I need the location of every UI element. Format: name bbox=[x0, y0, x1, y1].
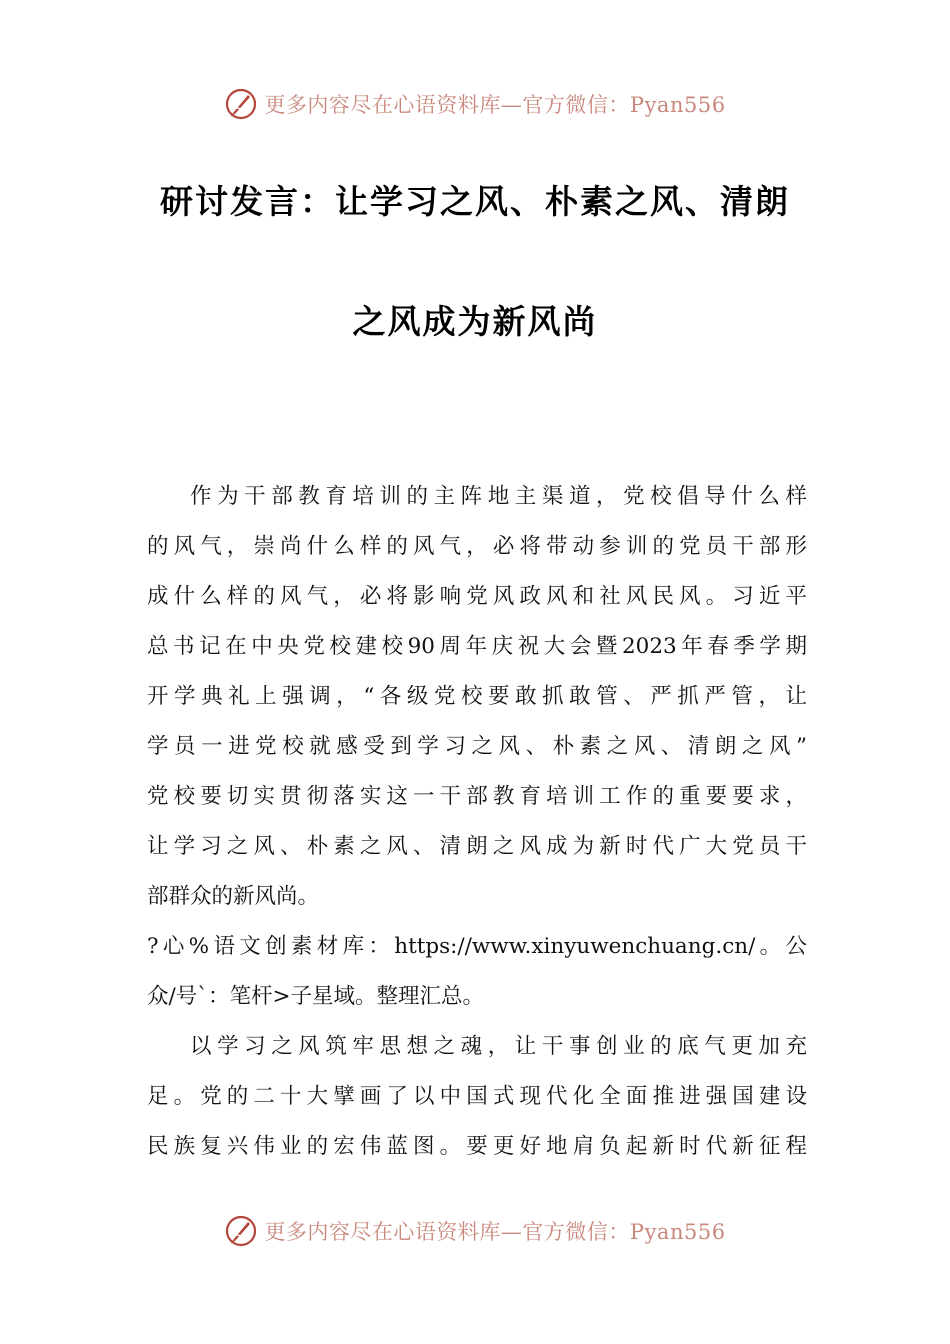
document-title-line-1: 研讨发言：让学习之风、朴素之风、清朗 bbox=[160, 182, 790, 221]
body-line: 部群众的新风尚。 bbox=[147, 884, 320, 909]
watermark-banner-top bbox=[0, 82, 950, 126]
source-note-line: ?心%语文创素材库：https://www.xinyuwenchuang.cn/。公 bbox=[147, 934, 807, 959]
body-line: 足。党的二十大擘画了以中国式现代化全面推进强国建设 bbox=[147, 1084, 807, 1109]
body-line: 总书记在中央党校建校90周年庆祝大会暨2023年春季学期 bbox=[147, 634, 807, 659]
body-line: 党校要切实贯彻落实这一干部教育培训工作的重要要求， bbox=[147, 784, 807, 809]
document-title-line-2: 之风成为新风尚 bbox=[352, 302, 598, 341]
watermark-banner-bottom bbox=[0, 1209, 950, 1253]
body-line: 学员一进党校就感受到学习之风、朴素之风、清朗之风” bbox=[147, 734, 807, 759]
source-note-line: 众/号`：笔杆>子星域。整理汇总。 bbox=[147, 984, 485, 1009]
body-line: 开学典礼上强调，“各级党校要敢抓敢管、严抓严管，让 bbox=[147, 684, 807, 709]
body-line: 以学习之风筑牢思想之魂，让干事创业的底气更加充 bbox=[190, 1034, 807, 1059]
watermark-text: 更多内容尽在心语资料库—官方微信：Pyan556 bbox=[264, 93, 726, 117]
body-line: 让学习之风、朴素之风、清朗之风成为新时代广大党员干 bbox=[147, 834, 807, 859]
body-line: 作为干部教育培训的主阵地主渠道，党校倡导什么样 bbox=[190, 484, 807, 509]
quill-logo-icon bbox=[224, 87, 258, 121]
body-line: 民族复兴伟业的宏伟蓝图。要更好地肩负起新时代新征程 bbox=[147, 1134, 807, 1159]
quill-logo-icon bbox=[224, 1214, 258, 1248]
watermark-text: 更多内容尽在心语资料库—官方微信：Pyan556 bbox=[264, 1220, 726, 1244]
body-line: 成什么样的风气，必将影响党风政风和社风民风。习近平 bbox=[147, 584, 807, 609]
body-line: 的风气，崇尚什么样的风气，必将带动参训的党员干部形 bbox=[147, 534, 807, 559]
